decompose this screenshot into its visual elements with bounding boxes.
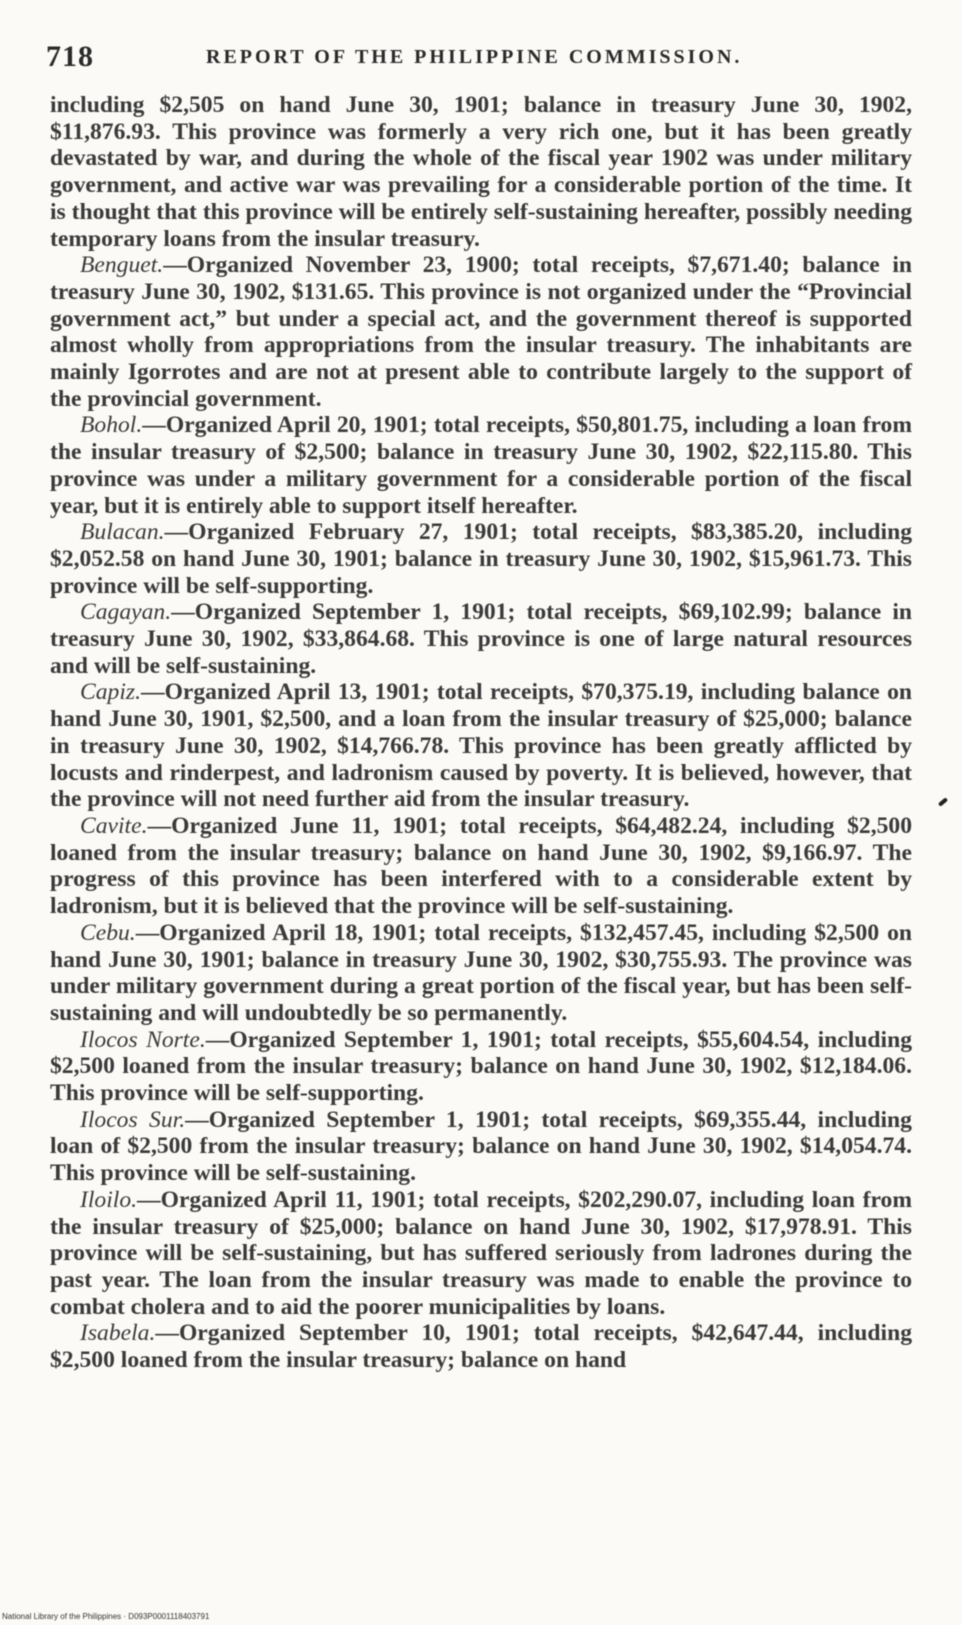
province-name: Ilocos Sur. (80, 1106, 186, 1133)
province-paragraph (50, 412, 912, 519)
province-paragraph (50, 679, 912, 813)
province-text: —Organized September 1, 1901; total receipts, $55,604.54, including $2,500 loaned from the insular treasury; balance on hand June 30, 1902, $12,184.06. This province will be self-supporting. (50, 1026, 912, 1107)
province-name: Iloilo. (80, 1186, 138, 1213)
province-name: Cebu. (80, 919, 136, 946)
province-text: —Organized September 1, 1901; total receipts, $69,102.99; balance in treasury June 30, 1902, $33,864.68. This province is one of large natural resources and will be self-sustaining. (50, 599, 912, 679)
province-name: Bulacan. (80, 519, 165, 546)
province-list (50, 252, 912, 1374)
province-paragraph (50, 599, 912, 679)
stray-mark (938, 797, 948, 806)
province-text: —Organized April 11, 1901; total receipts, $202,290.07, including loan from the insular treasury of $25,000; balance on hand June 30, 1902, $17,978.91. This province will be self-sustaining, but has suffered seriously from ladrones during the past year. The loan from the insular treasury was made to enable the province to combat cholera and to aid the poorer municipalities by loans. (50, 1186, 912, 1320)
province-paragraph (50, 1027, 912, 1107)
page-number: 718 (46, 40, 94, 73)
province-paragraph (50, 1187, 912, 1321)
province-paragraph (50, 519, 912, 599)
running-head: REPORT OF THE PHILIPPINE COMMISSION. (206, 46, 743, 68)
footer-source: National Library of the Philippines · D093P0001118403791 (2, 1612, 210, 1621)
province-name: Cavite. (80, 812, 148, 839)
province-text: —Organized September 1, 1901; total receipts, $69,355.44, including loan of $2,500 from the insular treasury; balance on hand June 30, 1902, $14,054.74. This province will be self-sustaining. (50, 1106, 912, 1187)
province-name: Bohol. (80, 412, 143, 439)
province-text: —Organized September 10, 1901; total receipts, $42,647.44, including $2,500 loaned from the insular treasury; balance on hand (50, 1320, 912, 1374)
province-text: —Organized April 18, 1901; total receipts, $132,457.45, including $2,500 on hand June 30, 1901; balance in treasury June 30, 1902, $30,755.93. The province was under military government during a great portion of the fiscal year, but has been self-sustaining and will undoubtedly be so permanently. (50, 919, 912, 1026)
province-text: —Organized April 20, 1901; total receipts, $50,801.75, including a loan from the insular treasury of $2,500; balance in treasury June 30, 1902, $22,115.80. This province was under a military government for a considerable portion of the fiscal year, but it is entirely able to support itself hereafter. (50, 412, 912, 519)
page-header (46, 40, 916, 76)
province-text: —Organized February 27, 1901; total receipts, $83,385.20, including $2,052.58 on hand June 30, 1901; balance in treasury June 30, 1902, $15,961.73. This province will be self-supporting. (50, 519, 912, 599)
province-text: —Organized June 11, 1901; total receipts, $64,482.24, including $2,500 loaned from the insular treasury; balance on hand June 30, 1902, $9,166.97. The progress of this province has been interfered with to a considerable extent by ladronism, but it is believed that the province will be self-sustaining. (50, 812, 912, 920)
province-name: Benguet. (80, 252, 164, 279)
province-name: Cagayan. (80, 599, 172, 626)
province-paragraph (50, 813, 912, 920)
body-text (50, 92, 912, 1374)
province-name: Capiz. (80, 679, 141, 706)
province-text: —Organized November 23, 1900; total receipts, $7,671.40; balance in treasury June 30, 1902, $131.65. This province is not organized under the “Provincial government act,” but under a special act, and the government thereof is supported almost wholly from appropriations from the insular treasury. The inhabitants are mainly Igorrotes and are not at present able to contribute largely to the support of the provincial government. (50, 252, 912, 412)
province-paragraph (50, 920, 912, 1027)
province-paragraph (50, 1107, 912, 1187)
province-name: Ilocos Norte. (80, 1026, 206, 1053)
province-paragraph (50, 252, 912, 412)
province-text: —Organized April 13, 1901; total receipts, $70,375.19, including balance on hand June 30, 1901, $2,500, and a loan from the insular treasury of $25,000; balance in treasury June 30, 1902, $14,766.78. This province has been greatly afflicted by locusts and rinderpest, and ladronism caused by poverty. It is believed, however, that the province will not need further aid from the insular treasury. (50, 679, 912, 813)
province-paragraph (50, 1320, 912, 1373)
continuation-paragraph: including $2,505 on hand June 30, 1901; balance in treasury June 30, 1902, $11,876.93. This province was formerly a very rich one, but it has been greatly devastated by war, and during the whole of the fiscal year 1902 was under military government, and active war was prevailing for a considerable portion of the time. It is thought that this province will be entirely self-sustaining hereafter, possibly needing temporary loans from the insular treasury. (50, 92, 912, 252)
province-name: Isabela. (80, 1320, 156, 1347)
